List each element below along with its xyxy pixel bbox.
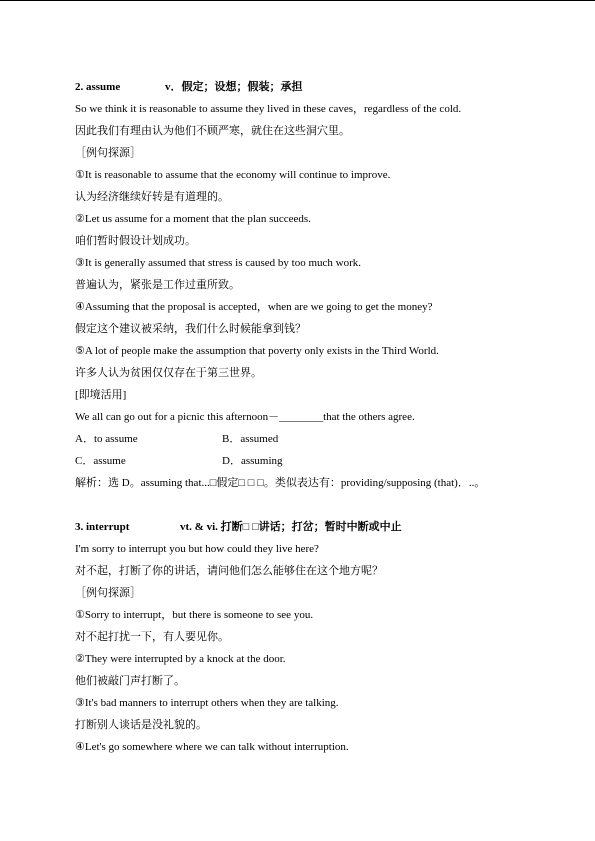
interrupt-example-zh: 对不起，打断了你的讲话，请问他们怎么能够住在这个地方呢？ <box>75 565 383 577</box>
interrupt-sentence-2-en: ②They were interrupted by a knock at the door. <box>75 653 286 665</box>
interrupt-sentence-1-en: ①Sorry to interrupt，but there is someone to see you. <box>75 609 314 621</box>
assume-sentence-1-zh: 认为经济继续好转是有道理的。 <box>75 191 229 203</box>
assume-sentence-3-zh: 普遍认为，紧张是工作过重所致。 <box>75 279 240 291</box>
interrupt-sentence-3-en: ③It's bad manners to interrupt others when they are talking. <box>75 697 339 709</box>
option-c: C．assume <box>75 455 126 467</box>
assume-sources-heading: ［例句探源］ <box>75 147 141 159</box>
assume-example-en: So we think it is reasonable to assume they lived in these caves，regardless of the cold. <box>75 103 462 115</box>
interrupt-sentence-4-en: ④Let's go somewhere where we can talk without interruption. <box>75 741 349 753</box>
interrupt-sentence-3-zh: 打断别人谈话是没礼貌的。 <box>75 719 207 731</box>
entry-interrupt-heading <box>75 520 402 534</box>
interrupt-sources-heading: ［例句探源］ <box>75 587 141 599</box>
option-d: D．assuming <box>222 455 283 467</box>
assume-sentence-5-zh: 许多人认为贫困仅仅存在于第三世界。 <box>75 367 262 379</box>
interrupt-sentence-1-zh: 对不起打扰一下，有人要见你。 <box>75 631 229 643</box>
entry-assume-heading <box>75 80 303 94</box>
page-top-border <box>0 0 595 1</box>
entry-assume-definition: v．假定；设想；假装；承担 <box>165 81 303 93</box>
option-b: B．assumed <box>222 433 279 445</box>
entry-interrupt-word: 3. interrupt <box>75 521 130 533</box>
option-a: A．to assume <box>75 433 138 445</box>
assume-sentence-3-en: ③It is generally assumed that stress is caused by too much work. <box>75 257 362 269</box>
assume-sentence-4-zh: 假定这个建议被采纳，我们什么时候能拿到钱？ <box>75 323 306 335</box>
assume-sentence-2-en: ②Let us assume for a moment that the plan succeeds. <box>75 213 311 225</box>
entry-interrupt-definition: vt. & vi. 打断□ □讲话；打岔；暂时中断或中止 <box>180 521 402 533</box>
entry-assume-word: 2. assume <box>75 81 121 93</box>
assume-practice-question: We all can go out for a picnic this afternoon－________that the others agree. <box>75 411 415 423</box>
assume-example-zh: 因此我们有理由认为他们不顾严寒，就住在这些洞穴里。 <box>75 125 350 137</box>
assume-sentence-4-en: ④Assuming that the proposal is accepted，when are we going to get the money? <box>75 301 433 313</box>
assume-answer-explanation: 解析：选 D。assuming that...□假定□ □ □。类似表达有：providing/supposing (that)．..。 <box>75 477 486 489</box>
assume-practice-heading: [即境活用] <box>75 389 127 401</box>
assume-sentence-1-en: ①It is reasonable to assume that the economy will continue to improve. <box>75 169 391 181</box>
assume-sentence-2-zh: 咱们暂时假设计划成功。 <box>75 235 196 247</box>
assume-sentence-5-en: ⑤A lot of people make the assumption that poverty only exists in the Third World. <box>75 345 439 357</box>
interrupt-example-en: I'm sorry to interrupt you but how could they live here? <box>75 543 319 555</box>
interrupt-sentence-2-zh: 他们被敲门声打断了。 <box>75 675 185 687</box>
